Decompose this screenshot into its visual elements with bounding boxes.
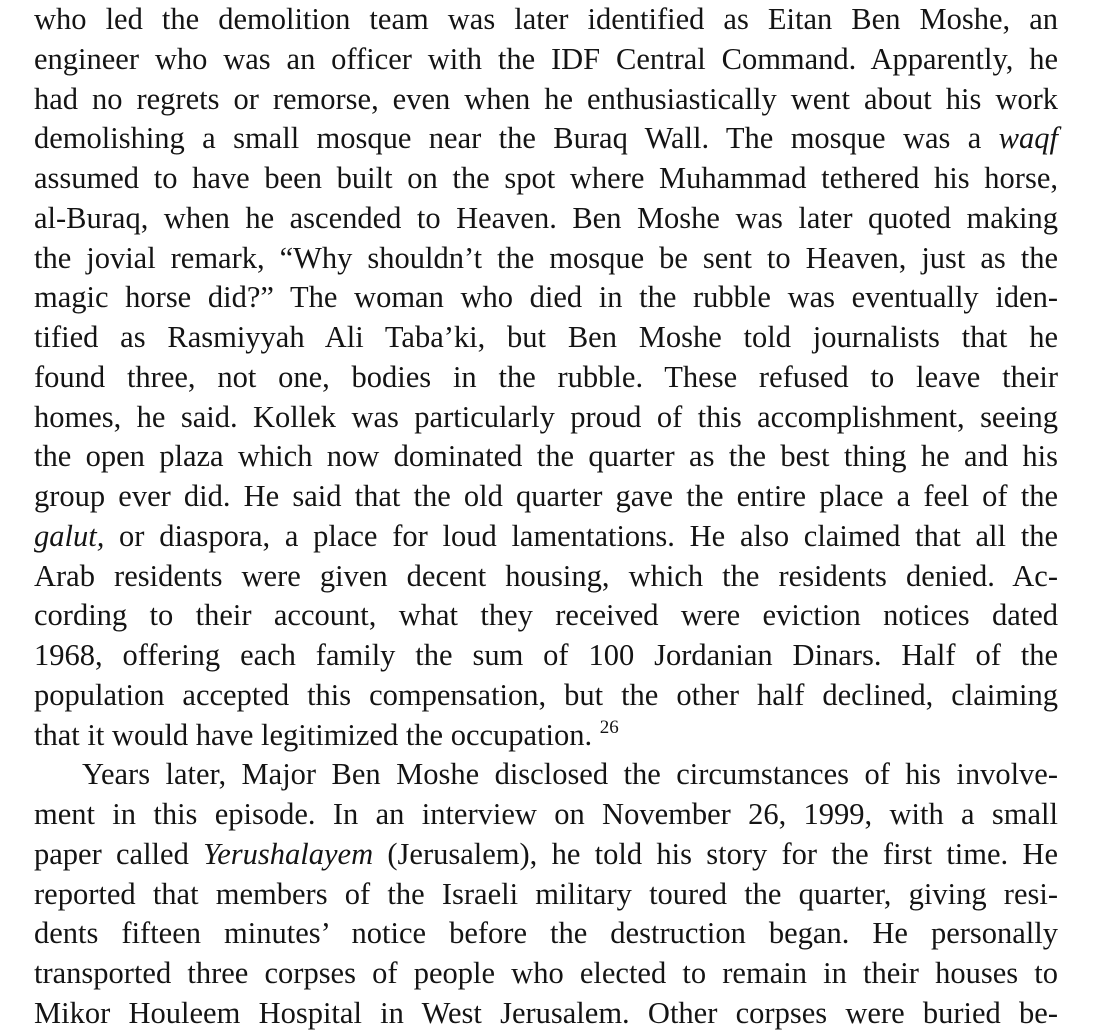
text-line: found three, not one, bodies in the rubble. These refused to leave their — [34, 359, 1058, 394]
text-line: the jovial remark, “Why shouldn’t the mosque be sent to Heaven, just as the — [34, 240, 1058, 275]
footnote-reference[interactable]: 26 — [599, 716, 619, 738]
text-line: engineer who was an officer with the IDF Central Command. Apparently, he — [34, 41, 1058, 76]
text-line: who led the demolition team was later identified as Eitan Ben Moshe, an — [34, 2, 1058, 36]
text-line: Mikor Houleem Hospital in West Jerusalem. Other corpses were buried be- — [34, 995, 1058, 1030]
text-line: the open plaza which now dominated the quarter as the best thing he and his — [34, 439, 1058, 474]
text-line: that it would have legitimized the occupation. $^{26}$ — [34, 716, 619, 752]
text-line: tified as Rasmiyyah Ali Taba’ki, but Ben Moshe told journalists that he — [34, 320, 1058, 354]
italic-term-galut: galut, — [34, 518, 105, 553]
italic-title-yerushalayem: Yerushalayem — [203, 836, 374, 871]
text-line: population accepted this compensation, but the other half declined, claiming — [34, 677, 1058, 712]
text-line: cording to their account, what they received were eviction notices dated — [34, 598, 1058, 633]
text-line: had no regrets or remorse, even when he enthusiastically went about his work — [34, 81, 1058, 116]
text-line: homes, he said. Kollek was particularly proud of this accomplishment, seeing — [34, 399, 1058, 434]
text-line: transported three corpses of people who elected to remain in their houses to — [34, 956, 1058, 990]
paragraph-2 — [34, 755, 1058, 1033]
paragraph-1 — [34, 0, 1058, 755]
italic-term-waqf: waqf — [998, 121, 1058, 156]
text-line: dents fifteen minutes’ notice before the destruction began. He personally — [34, 916, 1058, 951]
text-line: Arab residents were given decent housing, which the residents denied. Ac- — [34, 558, 1058, 593]
text-line: Years later, Major Ben Moshe disclosed the circumstances of his involve- — [82, 757, 1058, 792]
text-line: galut, or diaspora, a place for loud lamentations. He also claimed that all the — [34, 518, 1058, 553]
text-line: demolishing a small mosque near the Buraq Wall. The mosque was a waqf — [34, 121, 1058, 156]
text-line: ment in this episode. In an interview on November 26, 1999, with a small — [34, 797, 1058, 831]
text-line: reported that members of the Israeli military toured the quarter, giving resi- — [34, 876, 1058, 911]
text-line: paper called Yerushalayem (Jerusalem), he told his story for the first time. He — [34, 836, 1058, 871]
text-line: assumed to have been built on the spot where Muhammad tethered his horse, — [34, 161, 1058, 195]
document-page — [34, 0, 1058, 1034]
text-line: 1968, offering each family the sum of 100 Jordanian Dinars. Half of the — [34, 638, 1058, 672]
text-line: magic horse did?” The woman who died in the rubble was eventually iden- — [34, 280, 1058, 315]
text-line: group ever did. He said that the old quarter gave the entire place a feel of the — [34, 479, 1058, 513]
text-line: al-Buraq, when he ascended to Heaven. Ben Moshe was later quoted making — [34, 200, 1058, 235]
